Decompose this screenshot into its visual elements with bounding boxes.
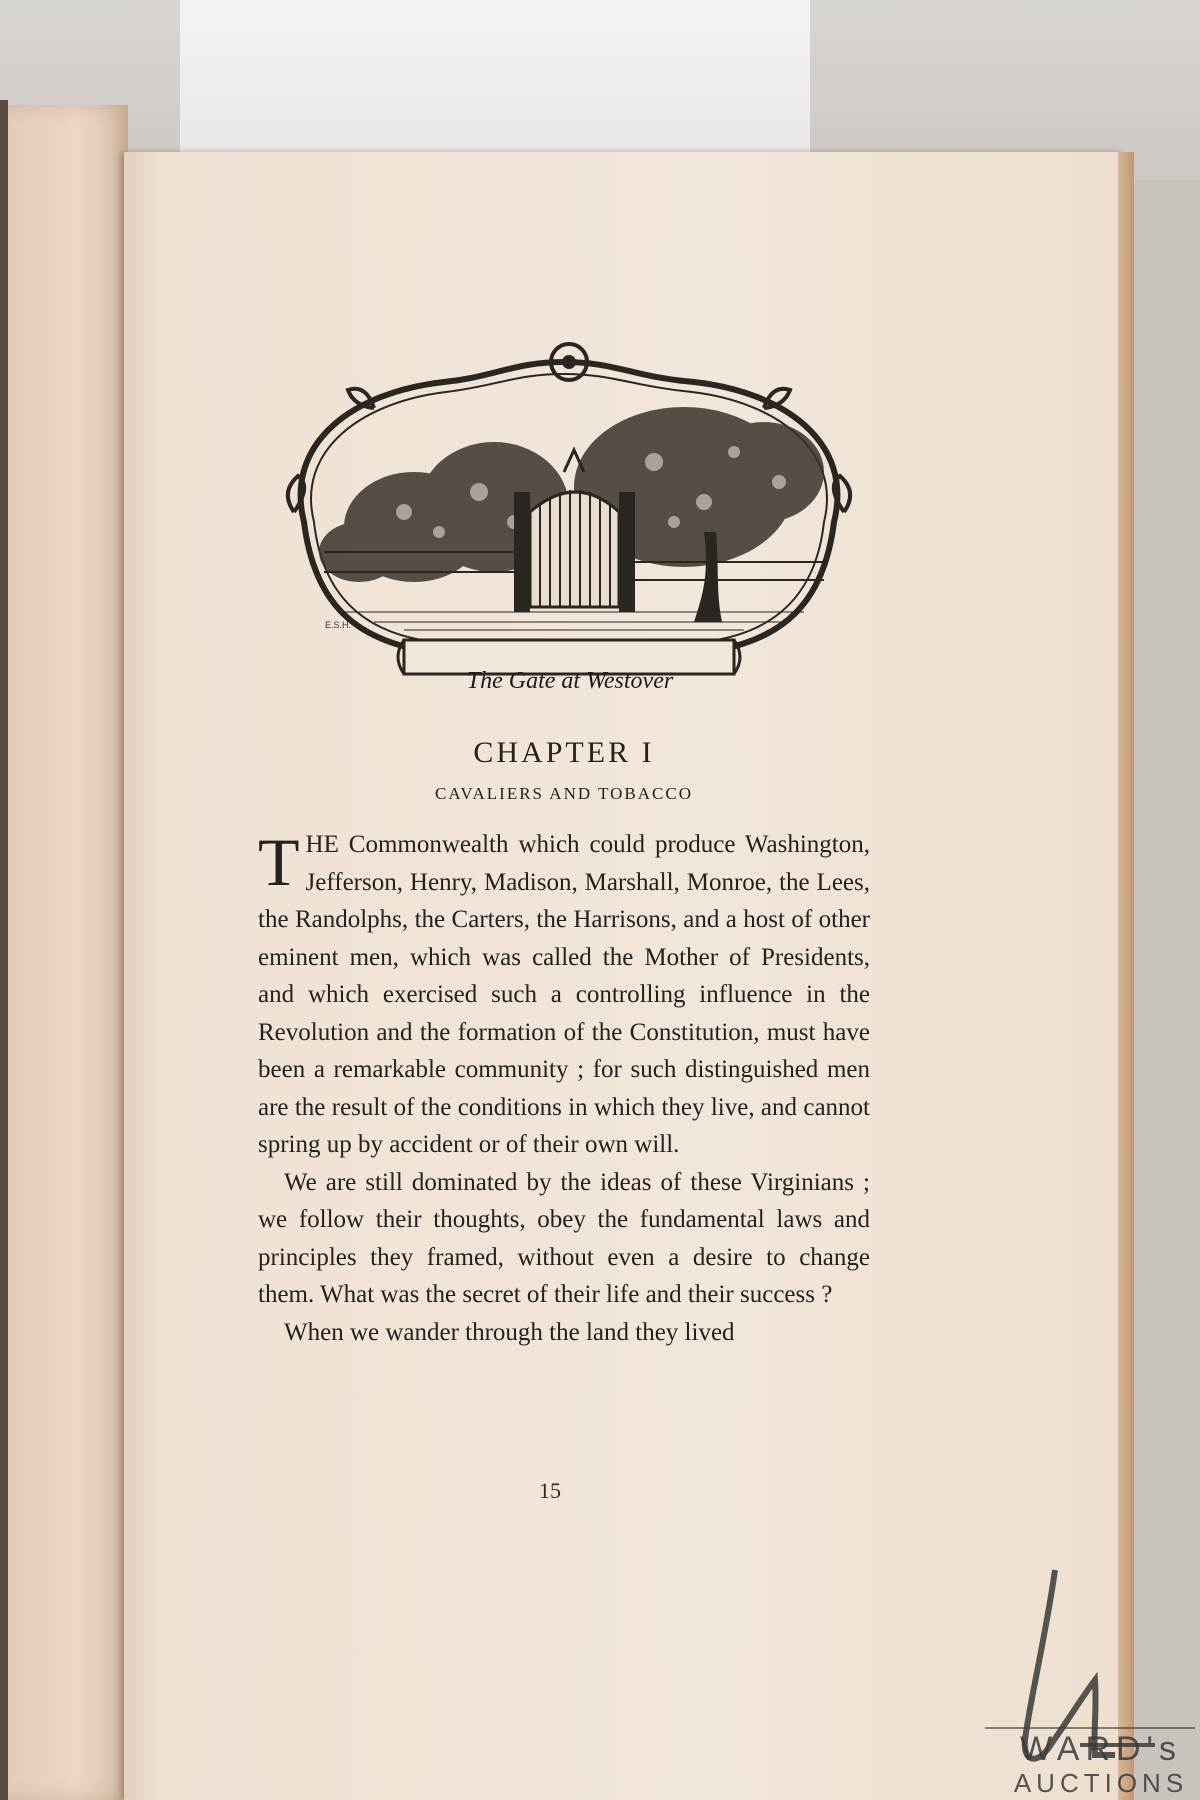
book-cover-edge [0, 100, 8, 1800]
paper-slip [180, 0, 810, 160]
page-edge [1118, 152, 1134, 1800]
gate-illustration [264, 322, 876, 712]
paragraph-2: We are still dominated by the ideas of these Virginians ; we follow their thoughts, obey the fundamental laws and principles they framed, without even a desire to change them. What was the secret of their life and their success ? [258, 1168, 870, 1308]
paragraph-3: When we wander through the land they lived [284, 1318, 735, 1346]
paragraph-1 [258, 826, 870, 1164]
gate-engraving [264, 322, 876, 712]
watermark-name: WARD's [1019, 1730, 1183, 1768]
body-text [258, 826, 870, 1351]
artist-initials: E.S.H. [325, 620, 352, 630]
text-block [258, 736, 870, 1351]
illustration-caption: The Gate at Westover [466, 668, 674, 694]
chapter-heading: CHAPTER I [473, 736, 655, 769]
drop-cap: T [258, 824, 300, 900]
page-number: 15 [539, 1478, 561, 1503]
watermark-subtitle: AUCTIONS [1013, 1768, 1189, 1798]
left-page [0, 105, 128, 1800]
paragraph-1-text: HE Commonwealth which could produce Washington, Jefferson, Henry, Madison, Marshall, Monroe, the Lees, the Randolphs, the Carters, the Harrisons, and a host of other eminent men, which was called the Mother of Presidents, and which exercised such a controlling influence in the Revolution and the formation of the Constitution, must have been a remarkable community ; for such distinguished men are the result of the conditions in which they live, and cannot spring up by accident or of their own will. [258, 831, 870, 1158]
chapter-subtitle: CAVALIERS AND TOBACCO [434, 784, 694, 803]
